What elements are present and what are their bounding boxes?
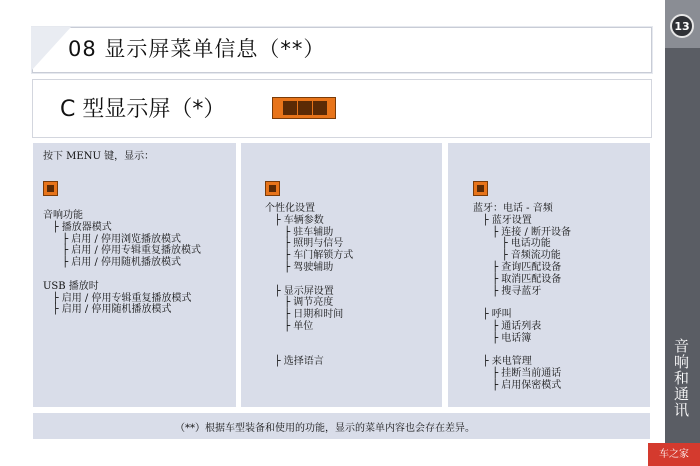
display-icons-strip bbox=[272, 97, 336, 119]
page-number: 13 bbox=[670, 14, 694, 38]
chapter-label: 音响和通讯 bbox=[672, 338, 690, 418]
menu-tree-settings: 个性化设置 ├ 车辆参数 ├ 驻车辅助 ├ 照明与信号 ├ 车门解锁方式 ├ 驾驶辅助 ├ 显示屏设置 ├ 调节亮度 ├ 日期和时间 ├ 单位 ├ 选择语言 bbox=[265, 203, 354, 368]
menu-tree-bluetooth: 蓝牙：电话 - 音频 ├ 蓝牙设置 ├ 连接 / 断开设备 ├ 电话功能 ├ 音频流功能 ├ 查询匹配设备 ├ 取消匹配设备 ├ 搜寻蓝牙 ├ 呼叫 ├ 通话列表 ├ 电话簿 ├ 来电管理 ├ 挂断当前通话 ├ 启用保密模式 bbox=[473, 203, 571, 391]
phone-icon bbox=[473, 181, 488, 196]
title-bar-corner bbox=[31, 27, 71, 71]
section-title: C 型显示屏（*） bbox=[60, 97, 226, 122]
watermark: 车之家 bbox=[648, 443, 700, 466]
settings-icon bbox=[265, 181, 280, 196]
settings-icon bbox=[298, 101, 312, 115]
audio-icon bbox=[283, 101, 297, 115]
footnote: （**）根据车型装备和使用的功能，显示的菜单内容也会存在差异。 bbox=[175, 423, 475, 434]
phone-icon bbox=[313, 101, 327, 115]
menu-tree-audio: 按下 MENU 键，显示： 音响功能 ├ 播放器模式 ├ 启用 / 停用浏览播放模式 ├ 启用 / 停用专辑重复播放模式 ├ 启用 / 停用随机播放模式 USB 播放时 ├ 启用 / 停用专辑重复播放模式 ├ 启用 / 停用随机播放模式 bbox=[43, 151, 201, 316]
page-title: 08 显示屏菜单信息（**） bbox=[68, 37, 326, 61]
